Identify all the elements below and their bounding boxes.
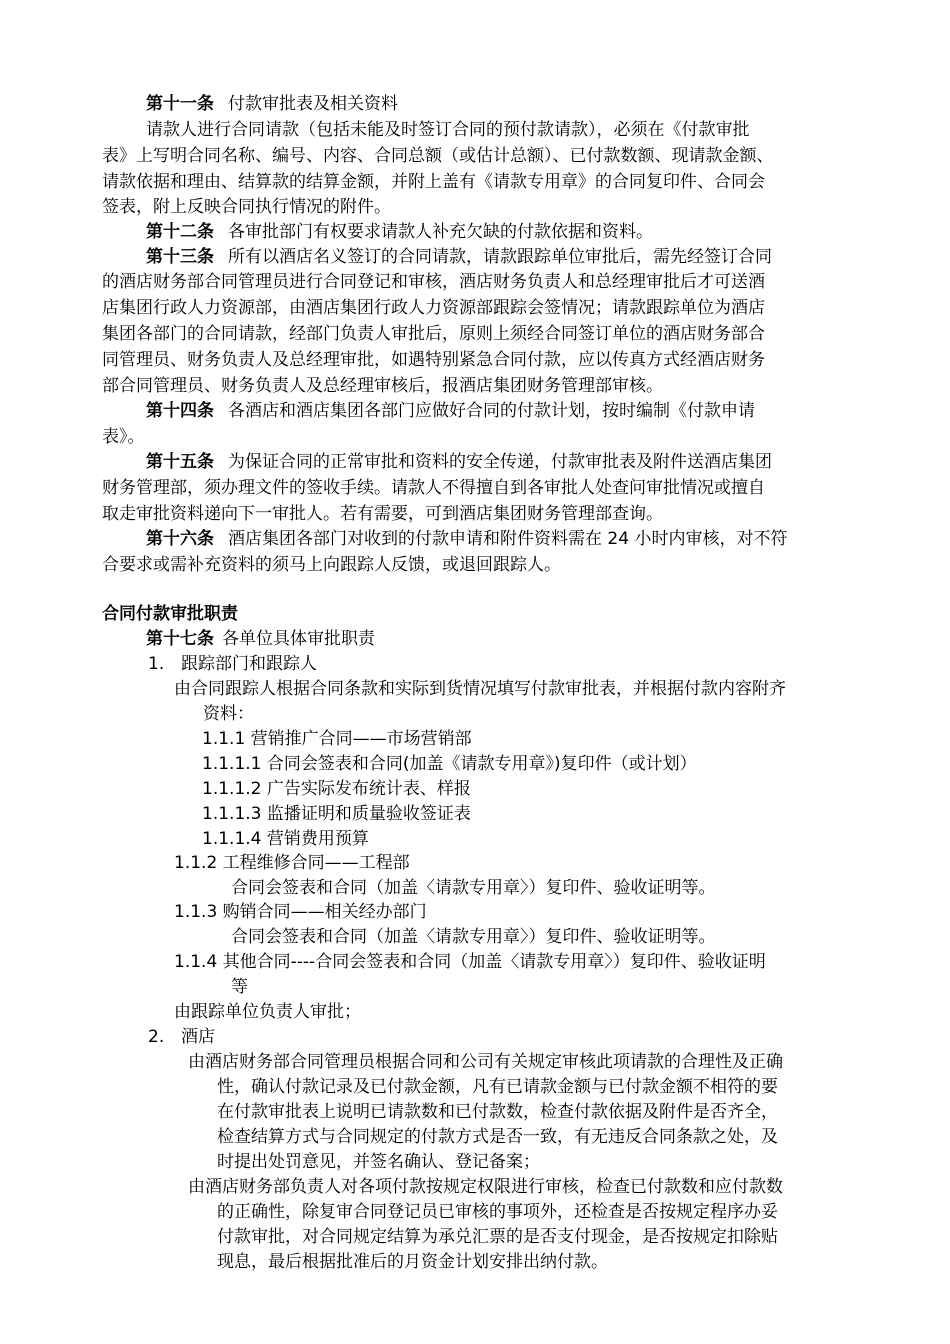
paragraph-line: 表》上写明合同名称、编号、内容、合同总额（或估计总额）、已付款数额、现请款金额、 (102, 146, 774, 166)
paragraph-line: 由酒店财务部负责人对各项付款按规定权限进行审核，检查已付款数和应付款数 (188, 1177, 783, 1197)
article-11-heading (146, 92, 398, 117)
article-number: 第十一条 (146, 94, 214, 114)
list-item-title: 酒店 (181, 1027, 215, 1047)
paragraph-line: 合要求或需补充资料的须马上向跟踪人反馈，或退回跟踪人。 (102, 555, 561, 575)
article-title: 各单位具体审批职责 (222, 629, 375, 649)
paragraph-line: 由酒店财务部合同管理员根据合同和公司有关规定审核此项请款的合理性及正确 (188, 1052, 783, 1072)
paragraph-line: 取走审批资料递向下一审批人。若有需要，可到酒店集团财务管理部查询。 (102, 504, 663, 524)
list-item-number: 2. (148, 1027, 165, 1047)
sub-item: 1.1.3 购销合同——相关经办部门 (174, 902, 427, 922)
article-15 (146, 450, 772, 475)
paragraph-line: 时提出处罚意见，并签名确认、登记备案； (217, 1152, 540, 1172)
paragraph-line: 的正确性，除复审合同登记员已审核的事项外，还检查是否按规定程序办妥 (217, 1202, 778, 1222)
list-item-number: 1. (148, 654, 165, 674)
article-text: 酒店集团各部门对收到的付款申请和附件资料需在 24 小时内审核，对不符 (228, 529, 788, 549)
article-16 (146, 527, 787, 552)
sub-item: 1.1.2 工程维修合同——工程部 (174, 853, 410, 873)
sub-item: 1.1.1.3 监播证明和质量验收签证表 (202, 804, 471, 824)
paragraph-line: 表》。 (102, 427, 145, 447)
paragraph-line: 性，确认付款记录及已付款金额，凡有已请款金额与已付款金额不相符的要 (217, 1077, 778, 1097)
sub-item-detail: 合同会签表和合同（加盖〈请款专用章〉）复印件、验收证明等。 (231, 927, 716, 947)
sub-item-detail: 合同会签表和合同（加盖〈请款专用章〉）复印件、验收证明等。 (231, 878, 716, 898)
section-title: 合同付款审批职责 (102, 604, 238, 624)
article-text: 各审批部门有权要求请款人补充欠缺的付款依据和资料。 (228, 222, 653, 242)
article-number: 第十三条 (146, 247, 214, 267)
sub-item: 1.1.1.1 合同会签表和合同(加盖《请款专用章》)复印件（或计划） (202, 754, 697, 774)
paragraph-line: 资料： (203, 704, 254, 724)
sub-item: 1.1.1 营销推广合同——市场营销部 (202, 729, 472, 749)
approval-note: 由跟踪单位负责人审批； (174, 1002, 361, 1022)
paragraph-line: 集团各部门的合同请款，经部门负责人审批后，原则上须经合同签订单位的酒店财务部合 (102, 324, 765, 344)
article-text: 为保证合同的正常审批和资料的安全传递，付款审批表及附件送酒店集团 (228, 452, 772, 472)
article-14 (146, 399, 755, 424)
article-13 (146, 245, 772, 270)
paragraph-line: 在付款审批表上说明已请款数和已付款数，检查付款依据及附件是否齐全， (217, 1102, 778, 1122)
article-number: 第十四条 (146, 401, 214, 421)
list-item-title: 跟踪部门和跟踪人 (181, 654, 317, 674)
article-text: 各酒店和酒店集团各部门应做好合同的付款计划，按时编制《付款申请 (228, 401, 755, 421)
paragraph-line: 现息，最后根据批准后的月资金计划安排出纳付款。 (217, 1252, 608, 1272)
article-number: 第十二条 (146, 222, 214, 242)
paragraph-line: 财务管理部，须办理文件的签收手续。请款人不得擅自到各审批人处查问审批情况或擅自 (102, 478, 765, 498)
article-number: 第十六条 (146, 529, 214, 549)
article-12 (146, 220, 653, 245)
article-title: 付款审批表及相关资料 (228, 94, 398, 114)
paragraph-line: 请款人进行合同请款（包括未能及时签订合同的预付款请款），必须在《付款审批 (146, 120, 750, 140)
sub-item: 1.1.4 其他合同----合同会签表和合同（加盖〈请款专用章〉）复印件、验收证明 (174, 952, 766, 972)
sub-item: 1.1.1.2 广告实际发布统计表、样报 (202, 779, 471, 799)
paragraph-line: 付款审批，对合同规定结算为承兑汇票的是否支付现金，是否按规定扣除贴 (217, 1227, 778, 1247)
paragraph-line: 请款依据和理由、结算款的结算金额，并附上盖有《请款专用章》的合同复印件、合同会 (102, 172, 765, 192)
paragraph-line: 店集团行政人力资源部，由酒店集团行政人力资源部跟踪会签情况；请款跟踪单位为酒店 (102, 298, 765, 318)
paragraph-line: 的酒店财务部合同管理员进行合同登记和审核，酒店财务负责人和总经理审批后才可送酒 (102, 272, 765, 292)
paragraph-line: 部合同管理员、财务负责人及总经理审核后，报酒店集团财务管理部审核。 (102, 376, 663, 396)
article-number: 第十七条 (146, 629, 214, 649)
sub-item: 1.1.1.4 营销费用预算 (202, 829, 369, 849)
sub-item-detail: 等 (231, 977, 248, 997)
paragraph-line: 检查结算方式与合同规定的付款方式是否一致，有无违反合同条款之处，及 (217, 1127, 778, 1147)
article-text: 所有以酒店名义签订的合同请款，请款跟踪单位审批后，需先经签订合同 (228, 247, 772, 267)
paragraph-line: 签表，附上反映合同执行情况的附件。 (102, 197, 391, 217)
paragraph-line: 由合同跟踪人根据合同条款和实际到货情况填写付款审批表，并根据付款内容附齐 (174, 679, 786, 699)
article-number: 第十五条 (146, 452, 214, 472)
paragraph-line: 同管理员、财务负责人及总经理审批，如遇特别紧急合同付款，应以传真方式经酒店财务 (102, 350, 765, 370)
article-17-heading (146, 627, 375, 652)
